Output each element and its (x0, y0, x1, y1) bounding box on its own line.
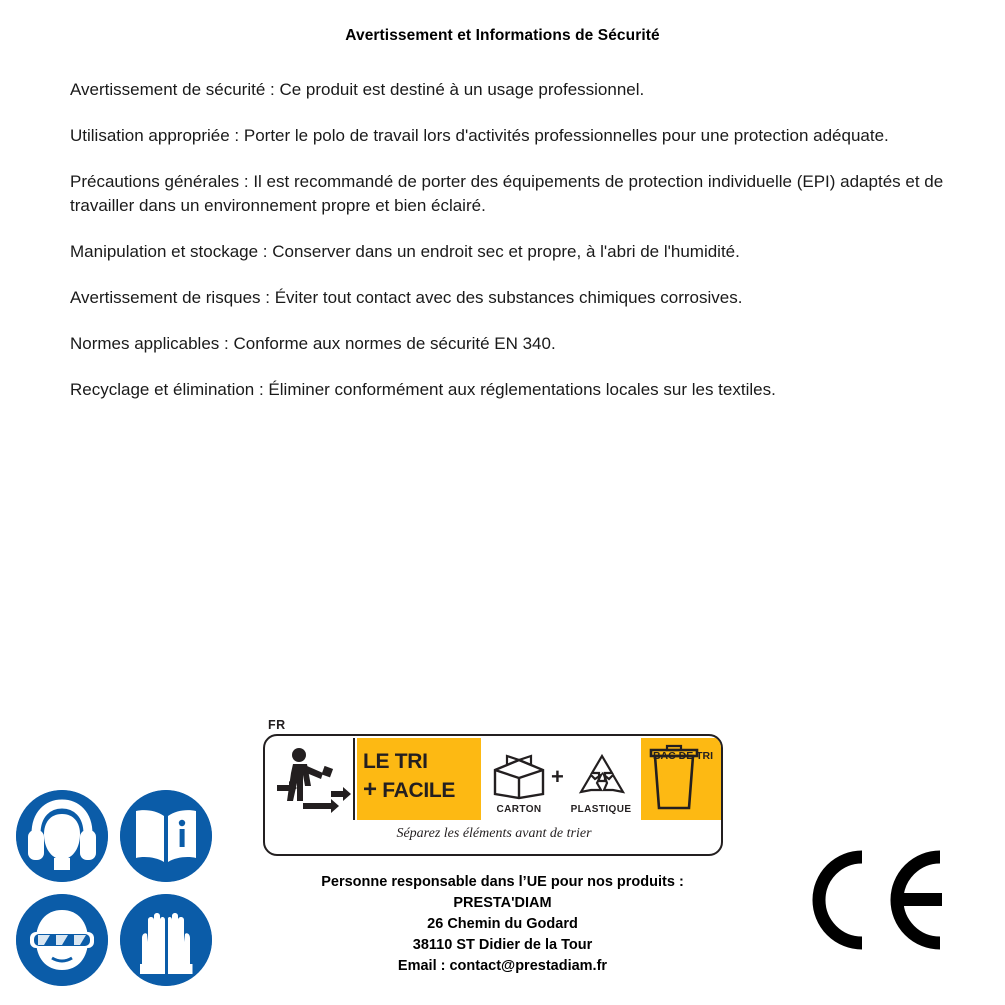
triman-headline-line2: FACILE (382, 779, 456, 802)
responsible-person-email: Email : contact@prestadiam.fr (397, 958, 608, 974)
bin-label-line2: DE (678, 750, 694, 762)
plastic-recycling-icon (571, 752, 633, 800)
carton-label: CARTON (496, 804, 542, 815)
paragraph-recycling-disposal: Recyclage et élimination : Éliminer conformément aux réglementations locales sur les textiles. (70, 380, 776, 399)
page-title: Avertissement et Informations de Sécurité (345, 27, 660, 44)
cardboard-box-icon (487, 752, 551, 800)
triman-language-tag: FR (268, 718, 286, 732)
responsible-person-address-line2: 38110 ST Didier de la Tour (412, 937, 593, 953)
triman-headline (363, 748, 475, 805)
responsible-person-intro: Personne responsable dans l’UE pour nos produits : (321, 874, 684, 890)
triman-headline-plus: + (363, 776, 377, 803)
triman-recycling-label (263, 718, 725, 858)
plastique-label: PLASTIQUE (570, 804, 632, 815)
safety-information-text (70, 78, 950, 402)
triman-headline-line1: LE TRI (363, 750, 428, 773)
triman-label-frame (263, 734, 723, 856)
ce-mark-icon (800, 845, 950, 955)
triman-figure-icon (269, 739, 353, 819)
paragraph-applicable-standards: Normes applicables : Conforme aux normes de sécurité EN 340. (70, 334, 556, 353)
bin-label-line3: TRI (696, 750, 714, 762)
responsible-person-address-line1: 26 Chemin du Godard (427, 916, 578, 932)
paragraph-general-precautions: Précautions générales : Il est recommandé de porter des équipements de protection individuelle (EPI) adaptés et de travailler dans un environnement propre et bien éclairé. (70, 172, 944, 215)
triman-divider (353, 738, 355, 820)
triman-footnote: Séparez les éléments avant de trier (396, 826, 592, 841)
read-instructions-icon (120, 790, 212, 882)
responsible-person-company: PRESTA'DIAM (453, 895, 552, 911)
paragraph-proper-use: Utilisation appropriée : Porter le polo de travail lors d'activités professionnelles pour une protection adéquate. (70, 126, 889, 145)
ear-protection-icon (16, 790, 108, 882)
paragraph-handling-storage: Manipulation et stockage : Conserver dans un endroit sec et propre, à l'abri de l'humidité. (70, 242, 740, 261)
bin-label (647, 750, 719, 762)
paragraph-safety-warning: Avertissement de sécurité : Ce produit est destiné à un usage professionnel. (70, 80, 645, 99)
bin-label-line1: BAC (652, 750, 676, 762)
separator-plus-sign: + (551, 764, 564, 789)
paragraph-risk-warning: Avertissement de risques : Éviter tout contact avec des substances chimiques corrosives. (70, 288, 743, 307)
